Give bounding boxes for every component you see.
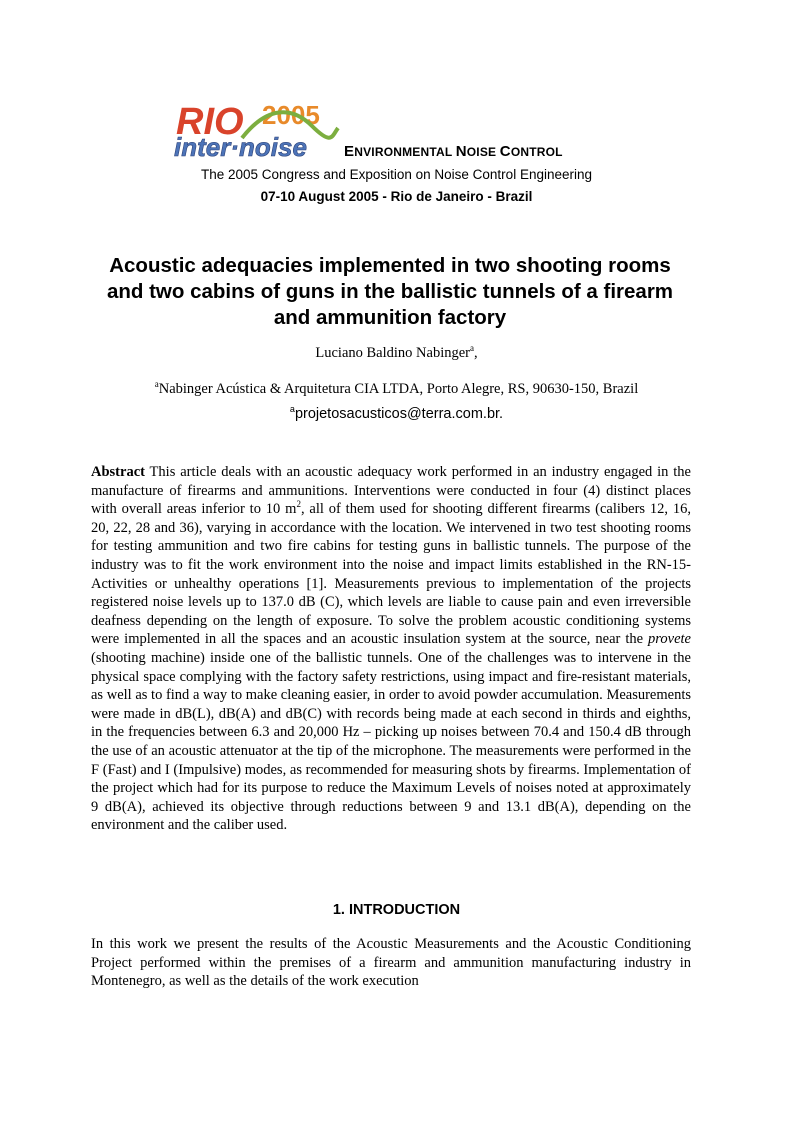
- abstract-label: Abstract: [91, 464, 145, 480]
- congress-line: The 2005 Congress and Exposition on Noise Control Engineering: [201, 167, 592, 182]
- conference-logo: [172, 98, 340, 160]
- introduction-paragraph: In this work we present the results of the Acoustic Measurements and the Acoustic Conditioning Project performed within the premises of a firearm and ammunition manufacturing industry in Montenegro, as well as the details of the work execution: [91, 936, 691, 990]
- logo-rio-text: RIO: [176, 101, 244, 143]
- dates-line: 07-10 August 2005 - Rio de Janeiro - Brazil: [260, 189, 533, 204]
- affiliation-line: [0, 381, 793, 398]
- area-unit-superscript: 2: [296, 499, 301, 510]
- abstract-paragraph: Abstract This article deals with an acoustic adequacy work performed in an industry engaged in the manufacture of firearms and ammunitions. Interventions were conducted in four (4) distinct places with overall areas inferior to 10 $m^2$, all of them used for shooting different firearms (calibers 12, 16, 20, 22, 28 and 36), varying in accordance with the location. We intervened in two test shooting rooms for testing ammunition and two fire cabins for testing guns in ballistic tunnels. The purpose of the industry was to fit the work environment into the noise and impact limits established in the RN-15-Activities or unhealthy operations [1]. Measurements previous to implementation of the projects registered noise levels up to 137.0 dB (C), which levels are liable to cause pain and even irreversible deafness depending on the length of exposure. To solve the problem acoustic conditioning systems were implemented in all the spaces and an acoustic insulation system at the source, near the provete (shooting machine) inside one of the ballistic tunnels. One of the challenges was to intervene in the physical space complying with the factory safety restrictions, using impact and fire-resistant materials, as well as to find a way to make cleaning easier, in order to avoid powder accumulation. Measurements were made in dB(L), dB(A) and dB(C) with records being made at each second in thirds and eighths, in the frequencies between 6.3 and 20,000 Hz – picking up noises between 70.4 and 150.4 dB through the use of an acoustic attenuator at the tip of the microphone. The measurements were performed in the F (Fast) and I (Impulsive) modes, as recommended for measuring shots by firearms. Implementation of the project which had for its purpose to reduce the Maximum Levels of noises noted at approximately 9 dB(A), achieved its objective through reductions between 9 and 13.1 dB(A), depending on the environment and the caliber used.: [91, 464, 691, 834]
- paper-title: Acoustic adequacies implemented in two shooting rooms and two cabins of guns in the ballistic tunnels of a firearm and ammunition factory: [106, 254, 674, 329]
- affiliation-text: Nabinger Acústica & Arquitetura CIA LTDA, Porto Alegre, RS, 90630-150, Brazil: [158, 381, 639, 397]
- email-superscript: a: [289, 404, 295, 415]
- email-line: [0, 406, 793, 422]
- introduction-heading: 1. INTRODUCTION: [332, 902, 461, 918]
- abstract-italic-term: provete: [648, 631, 691, 648]
- author-name: Luciano Baldino Nabinger: [315, 345, 470, 361]
- author-line: Luciano Baldino Nabinger$^a$,: [315, 343, 478, 361]
- author-superscript: a: [470, 343, 474, 354]
- logo-brand-text: inter·noise: [174, 132, 307, 160]
- affiliation-superscript: a: [154, 379, 159, 390]
- logo-year-text: 2005: [262, 100, 320, 130]
- email-address: projetosacusticos@terra.com.br.: [294, 406, 504, 422]
- event-title: ENVIRONMENTAL NOISE CONTROL: [344, 143, 563, 160]
